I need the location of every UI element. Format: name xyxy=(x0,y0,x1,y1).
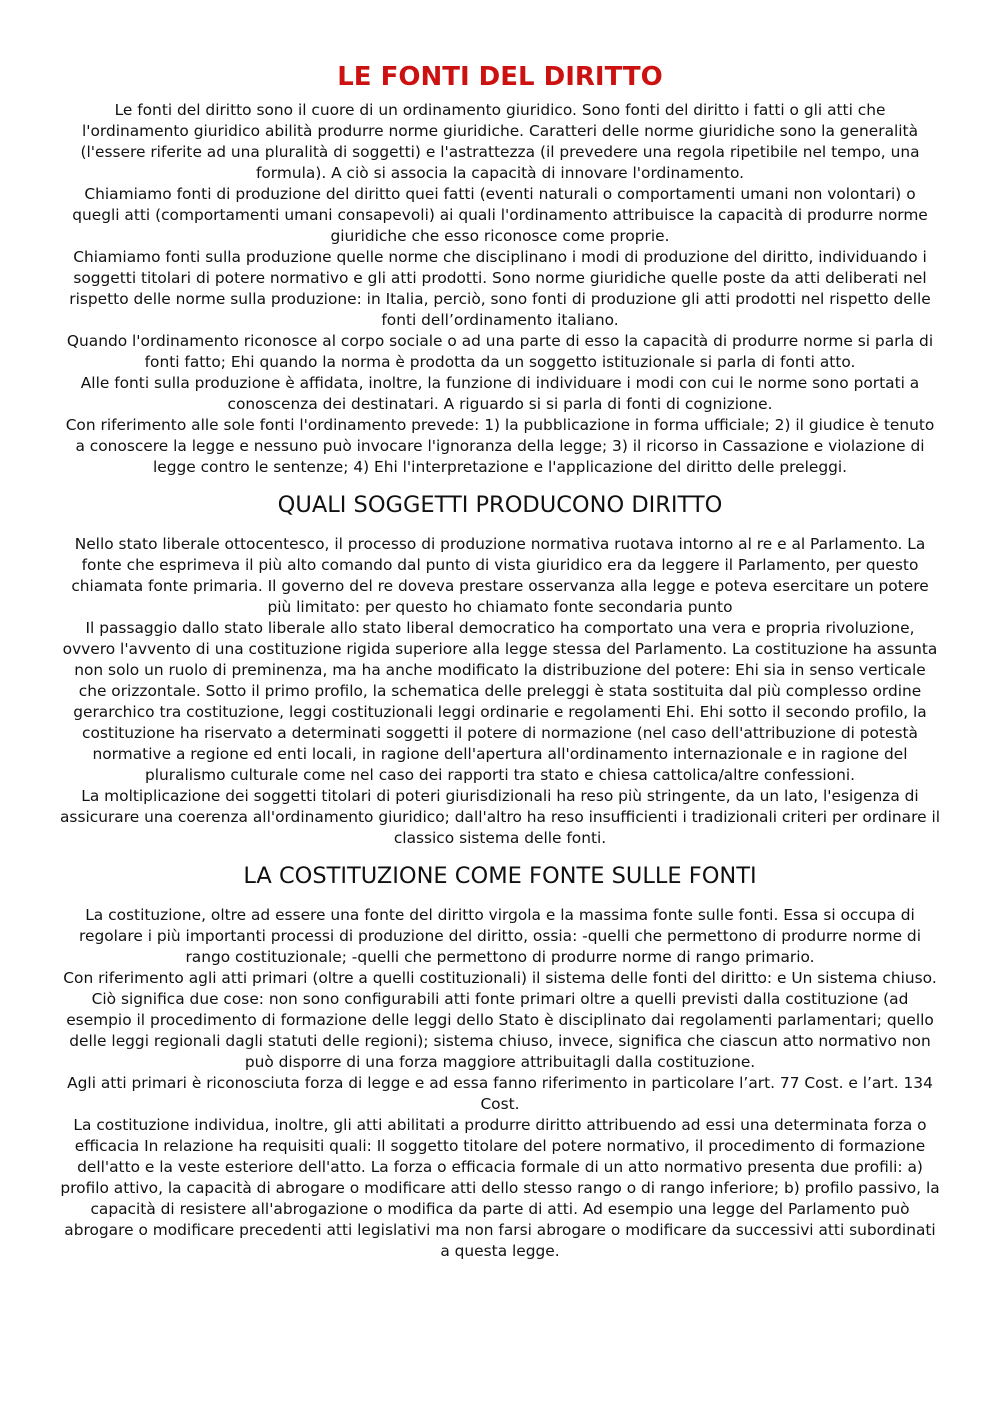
soggetti-paragraph-2: Il passaggio dallo stato liberale allo stato liberal democratico ha comportato una vera e propria rivoluzione, ovvero l'avvento di una costituzione rigida superiore alla legge stessa del Parlamento. La costituzione ha assunta non solo un ruolo di preminenza, ma ha anche modificato la distribuzione del potere: Ehi sia in senso verticale che orizzontale. Sotto il primo profilo, la schematica delle preleggi è stata sostituita dal più complesso ordine gerarchico tra costituzione, leggi costituzionali leggi ordinarie e regolamenti Ehi. Ehi sotto il secondo profilo, la costituzione ha riservato a determinati soggetti il potere di normazione (nel caso dell'attribuzione di potestà normative a regione ed enti locali, in ragione dell'apertura all'ordinamento internazionale e in ragione del pluralismo culturale come nel caso dei rapporti tra stato e chiesa cattolica/altre confessioni. xyxy=(62,619,938,784)
soggetti-paragraph-3: La moltiplicazione dei soggetti titolari di poteri giurisdizionali ha reso più stringente, da un lato, l'esigenza di assicurare una coerenza all'ordinamento giuridico; dall'altro ha reso insufficienti i tradizionali criteri per ordinare il classico sistema delle fonti. xyxy=(60,787,941,847)
costituzione-paragraph-3: Agli atti primari è riconosciuta forza di legge e ad essa fanno riferimento in particolare l’art. 77 Cost. e l’art. 134 Cost. xyxy=(67,1074,933,1113)
section-heading-soggetti: QUALI SOGGETTI PRODUCONO DIRITTO xyxy=(277,492,723,518)
costituzione-paragraph-1: La costituzione, oltre ad essere una fonte del diritto virgola e la massima fonte sulle fonti. Essa si occupa di regolare i più importanti processi di produzione del diritto, ossia: -quelli che permettono di produrre norme di rango costituzionale; -quelli che permettono di produrre norme di rango primario. xyxy=(79,906,921,966)
intro-paragraph-6: Con riferimento alle sole fonti l'ordinamento prevede: 1) la pubblicazione in forma ufficiale; 2) il giudice è tenuto a conoscere la legge e nessuno può invocare l'ignoranza della legge; 3) il ricorso in Cassazione e violazione di legge contro le sentenze; 4) Ehi l'interpretazione e l'applicazione del diritto delle preleggi. xyxy=(65,416,935,476)
soggetti-paragraph-1: Nello stato liberale ottocentesco, il processo di produzione normativa ruotava intorno al re e al Parlamento. La fonte che esprimeva il più alto comando dal punto di vista giuridico era da leggere il Parlamento, per questo chiamata fonte primaria. Il governo del re doveva prestare osservanza alla legge e poteva esercitare un potere più limitato: per questo ho chiamato fonte secondaria punto xyxy=(71,535,929,616)
intro-paragraph-2: Chiamiamo fonti di produzione del diritto quei fatti (eventi naturali o comportamenti umani non volontari) o quegli atti (comportamenti umani consapevoli) ai quali l'ordinamento attribuisce la capacità di produrre norme giuridiche che esso riconosce come proprie. xyxy=(72,185,928,245)
intro-section xyxy=(60,100,940,478)
intro-paragraph-4: Quando l'ordinamento riconosce al corpo sociale o ad una parte di esso la capacità di produrre norme si parla di fonti fatto; Ehi quando la norma è prodotta da un soggetto istituzionale si parla di fonti atto. xyxy=(66,332,934,371)
costituzione-paragraph-2: Con riferimento agli atti primari (oltre a quelli costituzionali) il sistema delle fonti del diritto: e Un sistema chiuso. Ciò significa due cose: non sono configurabili atti fonte primari oltre a quelli previsti dalla costituzione (ad esempio il procedimento di formazione delle leggi dello Stato è disciplinato dai regolamenti parlamentari; quello delle leggi regionali dagli statuti delle regioni); sistema chiuso, invece, significa che ciascun atto normativo non può disporre di una forza maggiore attribuitagli dalla costituzione. xyxy=(63,969,937,1071)
costituzione-paragraph-4: La costituzione individua, inoltre, gli atti abilitati a produrre diritto attribuendo ad essi una determinata forza o efficacia In relazione ha requisiti quali: Il soggetto titolare del potere normativo, il procedimento di formazione dell'atto e la veste esteriore dell'atto. La forza o efficacia formale di un atto normativo presenta due profili: a) profilo attivo, la capacità di abrogare o modificare atti dello stesso rango o di rango inferiore; b) profilo passivo, la capacità di resistere all'abrogazione o modifica da parte di atti. Ad esempio una legge del Parlamento può abrogare o modificare precedenti atti legislativi ma non farsi abrogare o modificare da successivi atti subordinati a questa legge. xyxy=(60,1116,940,1260)
section-heading-costituzione: LA COSTITUZIONE COME FONTE SULLE FONTI xyxy=(243,863,757,889)
intro-paragraph-5: Alle fonti sulla produzione è affidata, inoltre, la funzione di individuare i modi con cui le norme sono portati a conoscenza dei destinatari. A riguardo si si parla di fonti di cognizione. xyxy=(80,374,920,413)
document-title: LE FONTI DEL DIRITTO xyxy=(337,62,663,92)
section-costituzione xyxy=(60,861,940,1262)
intro-paragraph-1: Le fonti del diritto sono il cuore di un ordinamento giuridico. Sono fonti del diritto i fatti o gli atti che l'ordinamento giuridico abilità produrre norme giuridiche. Caratteri delle norme giuridiche sono la generalità (l'essere riferite ad una pluralità di soggetti) e l'astrattezza (il prevedere una regola ripetibile nel tempo, una formula). A ciò si associa la capacità di innovare l'ordinamento. xyxy=(80,101,920,182)
intro-paragraph-3: Chiamiamo fonti sulla produzione quelle norme che disciplinano i modi di produzione del diritto, individuando i soggetti titolari di potere normativo e gli atti prodotti. Sono norme giuridiche quelle poste da atti deliberati nel rispetto delle norme sulla produzione: in Italia, perciò, sono fonti di produzione gli atti prodotti nel rispetto delle fonti dell’ordinamento italiano. xyxy=(69,248,931,329)
section-soggetti xyxy=(60,490,940,849)
